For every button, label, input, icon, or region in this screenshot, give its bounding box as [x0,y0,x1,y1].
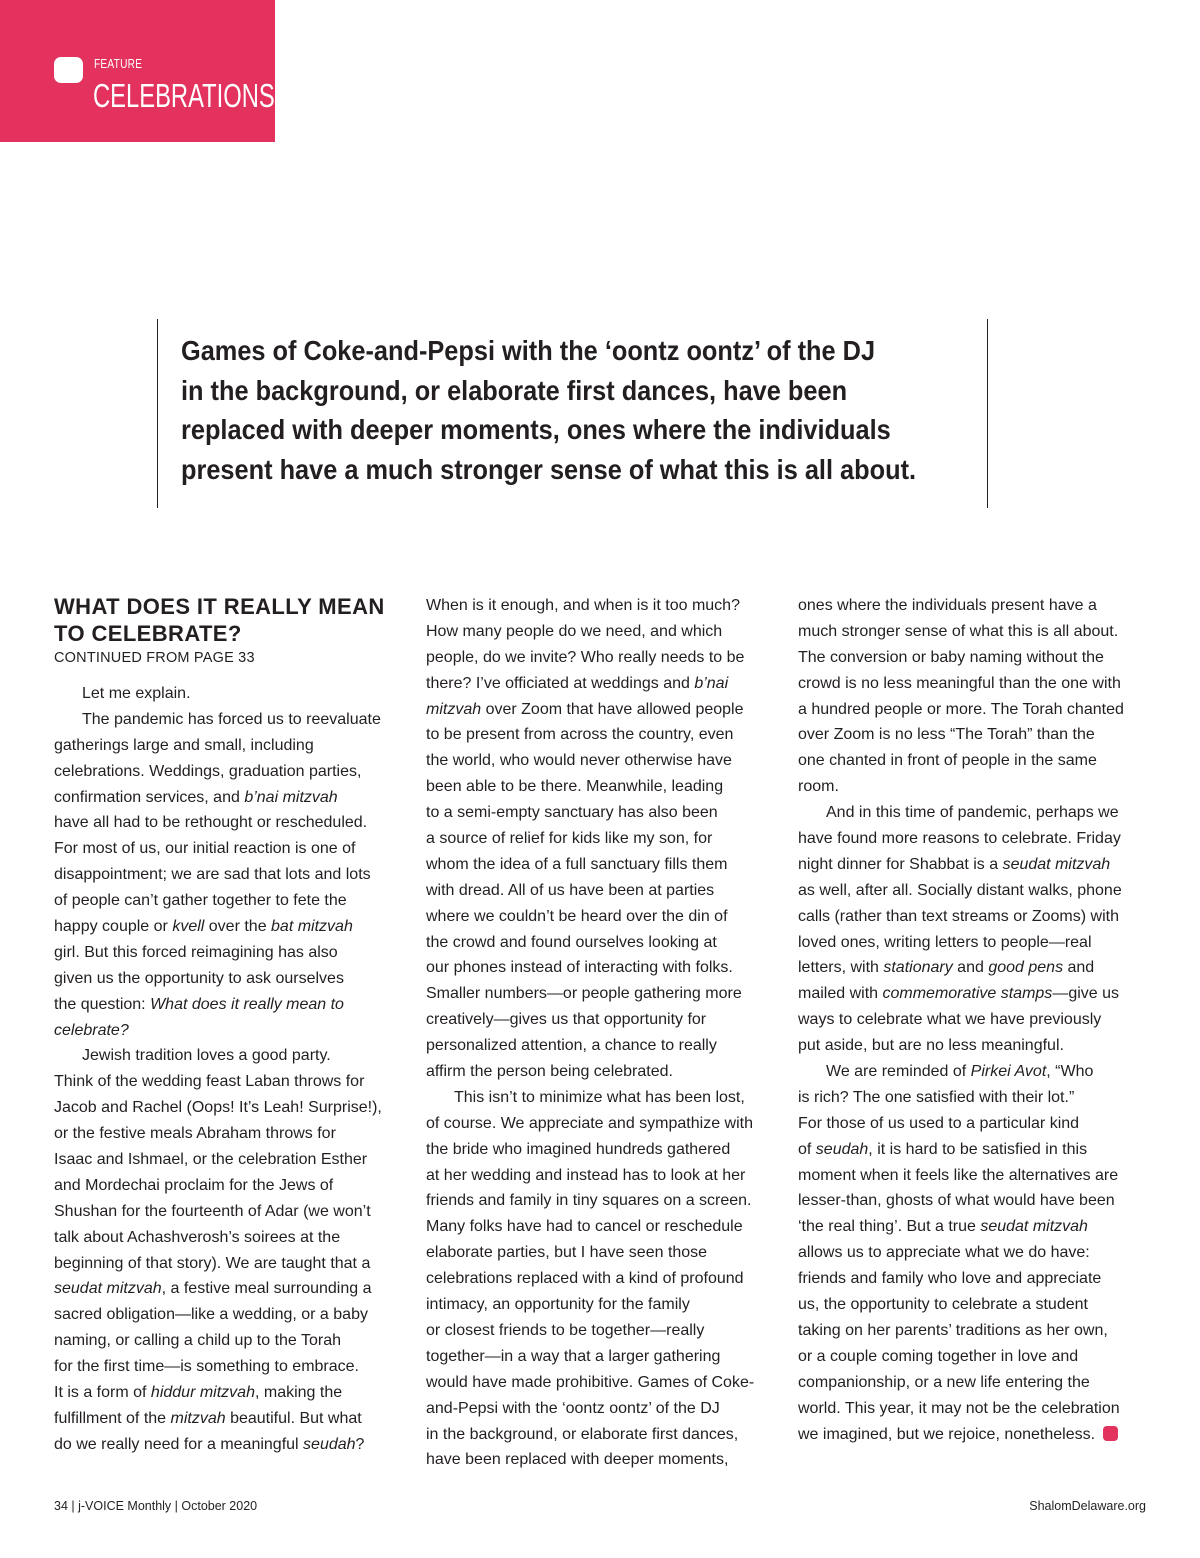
body-text-line: Let me explain. [82,685,191,702]
body-text-line: mitzvah over Zoom that have allowed people [426,700,744,718]
body-text-line: to be present from across the country, even [426,726,734,744]
body-text-line: given us the opportunity to ask ourselves [54,969,344,987]
body-text-line: to a semi-empty sanctuary has also been [426,804,718,822]
pull-quote-line: Games of Coke-and-Pepsi with the ‘oontz oontz’ of the DJ [181,335,876,366]
article-column-1 [54,593,402,1458]
body-text-line: naming, or calling a child up to the Torah [54,1332,341,1350]
pull-quote-line: replaced with deeper moments, ones where the individuals [181,414,891,445]
body-text-line: crowd is no less meaningful than the one with [798,674,1121,692]
body-text-line: mailed with commemorative stamps—give us [798,985,1120,1003]
section-title: CELEBRATIONS [93,77,275,114]
body-text-line: calls (rather than text streams or Zooms) with [798,907,1119,925]
body-text-line: as well, after all. Socially distant walks, phone [798,881,1122,899]
body-text-line: celebrate? [54,1021,129,1039]
body-text-line: girl. But this forced reimagining has also [54,943,338,961]
body-text-line: much stronger sense of what this is all about. [798,622,1119,640]
body-text-line: and-Pepsi with the ‘oontz oontz’ of the DJ [426,1399,720,1417]
body-text-line: lesser-than, ghosts of what would have been [798,1192,1115,1210]
body-text-line: the question: What does it really mean to [54,995,344,1013]
section-badge-icon [54,57,83,83]
body-text-line: We are reminded of Pirkei Avot, “Who [826,1063,1094,1081]
body-text-line: It is a form of hiddur mitzvah, making the [54,1384,343,1402]
body-text-line: companionship, or a new life entering the [798,1373,1090,1391]
body-text-line: would have made prohibitive. Games of Coke- [426,1373,755,1391]
pull-quote [157,319,988,508]
pull-quote-text [181,331,1086,489]
body-text-line: us, the opportunity to celebrate a student [798,1296,1088,1314]
body-text-line: do we really need for a meaningful seudah? [54,1435,365,1453]
article-column-3 [798,593,1148,1447]
body-text-line: or a couple coming together in love and [798,1347,1079,1365]
pull-quote-line: in the background, or elaborate first dances, have been [181,374,848,406]
body-text-line: over Zoom is no less “The Torah” than the [798,726,1095,744]
body-text-line: whom the idea of a full sanctuary fills them [426,855,728,873]
body-text-line: Many folks have had to cancel or reschedule [426,1218,743,1236]
body-text-line: together—in a way that a larger gathering [426,1347,721,1365]
body-text-line: have all had to be rethought or rescheduled. [54,814,368,832]
body-text-line: Smaller numbers—or people gathering more [426,985,742,1003]
body-text-line: confirmation services, and b’nai mitzvah [54,788,338,806]
body-text-line: of seudah, it is hard to be satisfied in this [798,1140,1088,1158]
body-text-line: elaborate parties, but I have seen those [426,1244,708,1262]
body-text-line: ‘the real thing’. But a true seudat mitzvah [798,1218,1088,1236]
body-text-line: Think of the wedding feast Laban throws for [54,1073,365,1091]
body-text-line: talk about Achashverosh’s soirees at the [54,1228,341,1246]
body-text-line: loved ones, writing letters to people—real [798,933,1092,951]
body-text-line: fulfillment of the mitzvah beautiful. But what [54,1409,362,1427]
body-text-line: in the background, or elaborate first dances, [426,1425,739,1443]
body-text-line: with dread. All of us have been at parties [426,881,715,899]
body-text-line: people, do we invite? Who really needs to be [426,648,745,666]
body-text-line: creatively—gives us that opportunity for [426,1011,707,1029]
article-column-2 [426,593,776,1473]
body-text-line: allows us to appreciate what we do have: [798,1244,1090,1262]
body-text-line: For most of us, our initial reaction is one of [54,840,356,858]
body-text-line: the world, who would never otherwise have [426,752,732,770]
body-text-line: we imagined, but we rejoice, nonetheless. [798,1422,1148,1448]
body-text-line: have been replaced with deeper moments, [426,1451,729,1469]
body-text-line: personalized attention, a chance to really [426,1037,717,1055]
body-text-line: How many people do we need, and which [426,622,723,640]
body-text-line: the crowd and found ourselves looking at [426,933,717,951]
pull-quote-line: present have a much stronger sense of what this is all about. [181,453,917,485]
body-text-line: happy couple or kvell over the bat mitzvah [54,918,353,936]
body-text-line: intimacy, an opportunity for the family [426,1296,690,1314]
body-text-line: Jacob and Rachel (Oops! It’s Leah! Surprise!), [54,1099,382,1117]
column-body [798,593,1148,1447]
body-text-line: Jewish tradition loves a good party. [82,1047,331,1065]
column-body [426,593,776,1473]
continued-from-note: CONTINUED FROM PAGE 33 [54,650,255,666]
end-mark-icon [1103,1426,1118,1441]
body-text-line: and Mordechai proclaim for the Jews of [54,1176,334,1194]
body-text-line: sacred obligation—like a wedding, or a baby [54,1306,368,1324]
body-text-line: the bride who imagined hundreds gathered [426,1140,731,1158]
body-text-line: moment when it feels like the alternatives are [798,1166,1119,1184]
body-text-line: a hundred people or more. The Torah chanted [798,700,1124,718]
body-text-line: Isaac and Ishmael, or the celebration Esther [54,1151,368,1169]
body-text-line: beginning of that story). We are taught that a [54,1254,371,1272]
body-text-line: or closest friends to be together—really [426,1321,705,1339]
body-text-line: celebrations. Weddings, graduation parties, [54,762,362,780]
body-text-line: or the festive meals Abraham throws for [54,1125,336,1143]
site-url: ShalomDelaware.org [1029,1499,1146,1513]
body-text-line: put aside, but are no less meaningful. [798,1037,1064,1055]
body-text-line: The pandemic has forced us to reevaluate [82,710,381,728]
body-text-line: a source of relief for kids like my son, for [426,830,713,848]
body-text-line: taking on her parents’ traditions as her own, [798,1321,1108,1339]
body-text-line: ways to celebrate what we have previously [798,1011,1102,1029]
article-headline: WHAT DOES IT REALLY MEAN TO CELEBRATE? [54,594,385,646]
body-text-line: seudat mitzvah, a festive meal surrounding a [54,1280,372,1298]
body-text-line: where we couldn’t be heard over the din of [426,907,728,925]
body-text-line: our phones instead of interacting with folks. [426,959,733,977]
body-text-line: The conversion or baby naming without the [798,648,1104,666]
body-text-line: celebrations replaced with a kind of profound [426,1270,744,1288]
body-text-line: is rich? The one satisfied with their lot.” [798,1088,1075,1106]
body-text-line: When is it enough, and when is it too much? [426,597,740,614]
body-text-line: been able to be there. Meanwhile, leading [426,778,724,796]
body-text-line: at her wedding and instead has to look at her [426,1166,746,1184]
body-text-line: there? I’ve officiated at weddings and b’nai [426,674,729,692]
body-text-line: of people can’t gather together to fete the [54,892,347,910]
section-kicker: FEATURE [94,56,143,71]
body-text-line: room. [798,778,839,796]
body-text-line: of course. We appreciate and sympathize with [426,1114,753,1132]
body-text-line: friends and family who love and appreciate [798,1270,1102,1288]
body-text-line: night dinner for Shabbat is a seudat mitzvah [798,855,1111,873]
body-text-line: friends and family in tiny squares on a screen. [426,1192,752,1210]
body-text-line: gatherings large and small, including [54,736,314,754]
body-text-line: ones where the individuals present have a [798,597,1097,614]
body-text-line: For those of us used to a particular kind [798,1114,1080,1132]
body-text-line: letters, with stationary and good pens and [798,959,1095,977]
body-text-line: one chanted in front of people in the same [798,752,1097,770]
folio: 34 | j-VOICE Monthly | October 2020 [54,1499,258,1513]
body-text-line: have found more reasons to celebrate. Friday [798,830,1121,848]
column-body [54,681,402,1458]
body-text-line: affirm the person being celebrated. [426,1063,673,1081]
body-text-line: And in this time of pandemic, perhaps we [826,804,1119,822]
body-text-line: disappointment; we are sad that lots and lots [54,866,371,884]
body-text-line: This isn’t to minimize what has been lost, [454,1088,745,1106]
body-text-line: world. This year, it may not be the celebration [798,1399,1120,1417]
body-text-line: for the first time—is something to embrace. [54,1358,359,1376]
body-text-line: Shushan for the fourteenth of Adar (we won’t [54,1202,371,1220]
section-tab [0,0,275,142]
